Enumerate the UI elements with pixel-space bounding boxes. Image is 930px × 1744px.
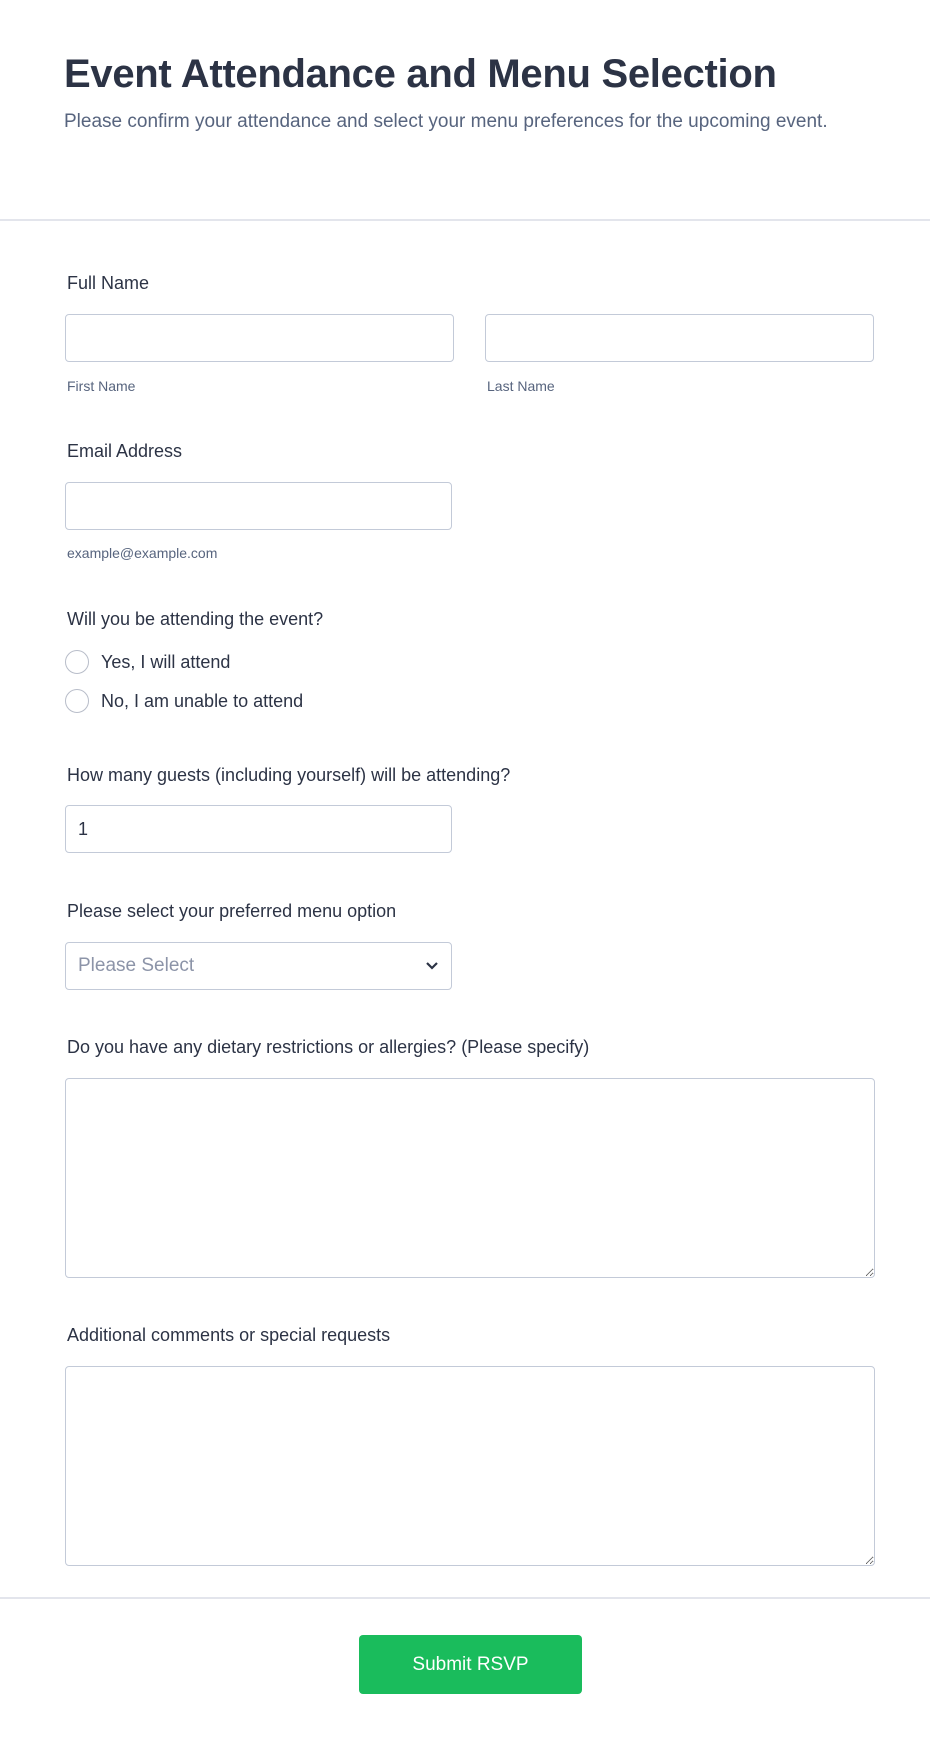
last-name-sublabel: Last Name (487, 378, 555, 394)
email-input[interactable] (65, 482, 452, 530)
menu-select-placeholder: Please Select (78, 955, 195, 976)
footer-divider (0, 1597, 930, 1599)
comments-label: Additional comments or special requests (67, 1325, 391, 1345)
radio-yes[interactable] (65, 650, 89, 674)
guests-label: How many guests (including yourself) will be attending? (67, 765, 511, 785)
guests-input[interactable] (65, 805, 452, 853)
email-label: Email Address (67, 441, 183, 461)
radio-no-label[interactable]: No, I am unable to attend (101, 691, 304, 711)
radio-no[interactable] (65, 689, 89, 713)
first-name-sublabel: First Name (67, 378, 136, 394)
page-subtitle: Please confirm your attendance and select your menu preferences for the upcoming event. (64, 111, 828, 132)
attending-label: Will you be attending the event? (67, 609, 324, 629)
first-name-input[interactable] (65, 314, 454, 362)
full-name-label: Full Name (67, 273, 150, 293)
dietary-textarea[interactable] (65, 1078, 875, 1278)
menu-select[interactable] (65, 942, 452, 990)
comments-textarea[interactable] (65, 1366, 875, 1566)
page-title: Event Attendance and Menu Selection (64, 52, 777, 96)
submit-rsvp-button[interactable]: Submit RSVP (359, 1635, 582, 1694)
chevron-down-icon (425, 961, 439, 971)
header-divider (0, 219, 930, 221)
radio-yes-label[interactable]: Yes, I will attend (101, 652, 231, 672)
dietary-label: Do you have any dietary restrictions or allergies? (Please specify) (67, 1037, 590, 1057)
last-name-input[interactable] (485, 314, 874, 362)
email-sublabel: example@example.com (67, 545, 218, 561)
menu-label: Please select your preferred menu option (67, 901, 397, 921)
